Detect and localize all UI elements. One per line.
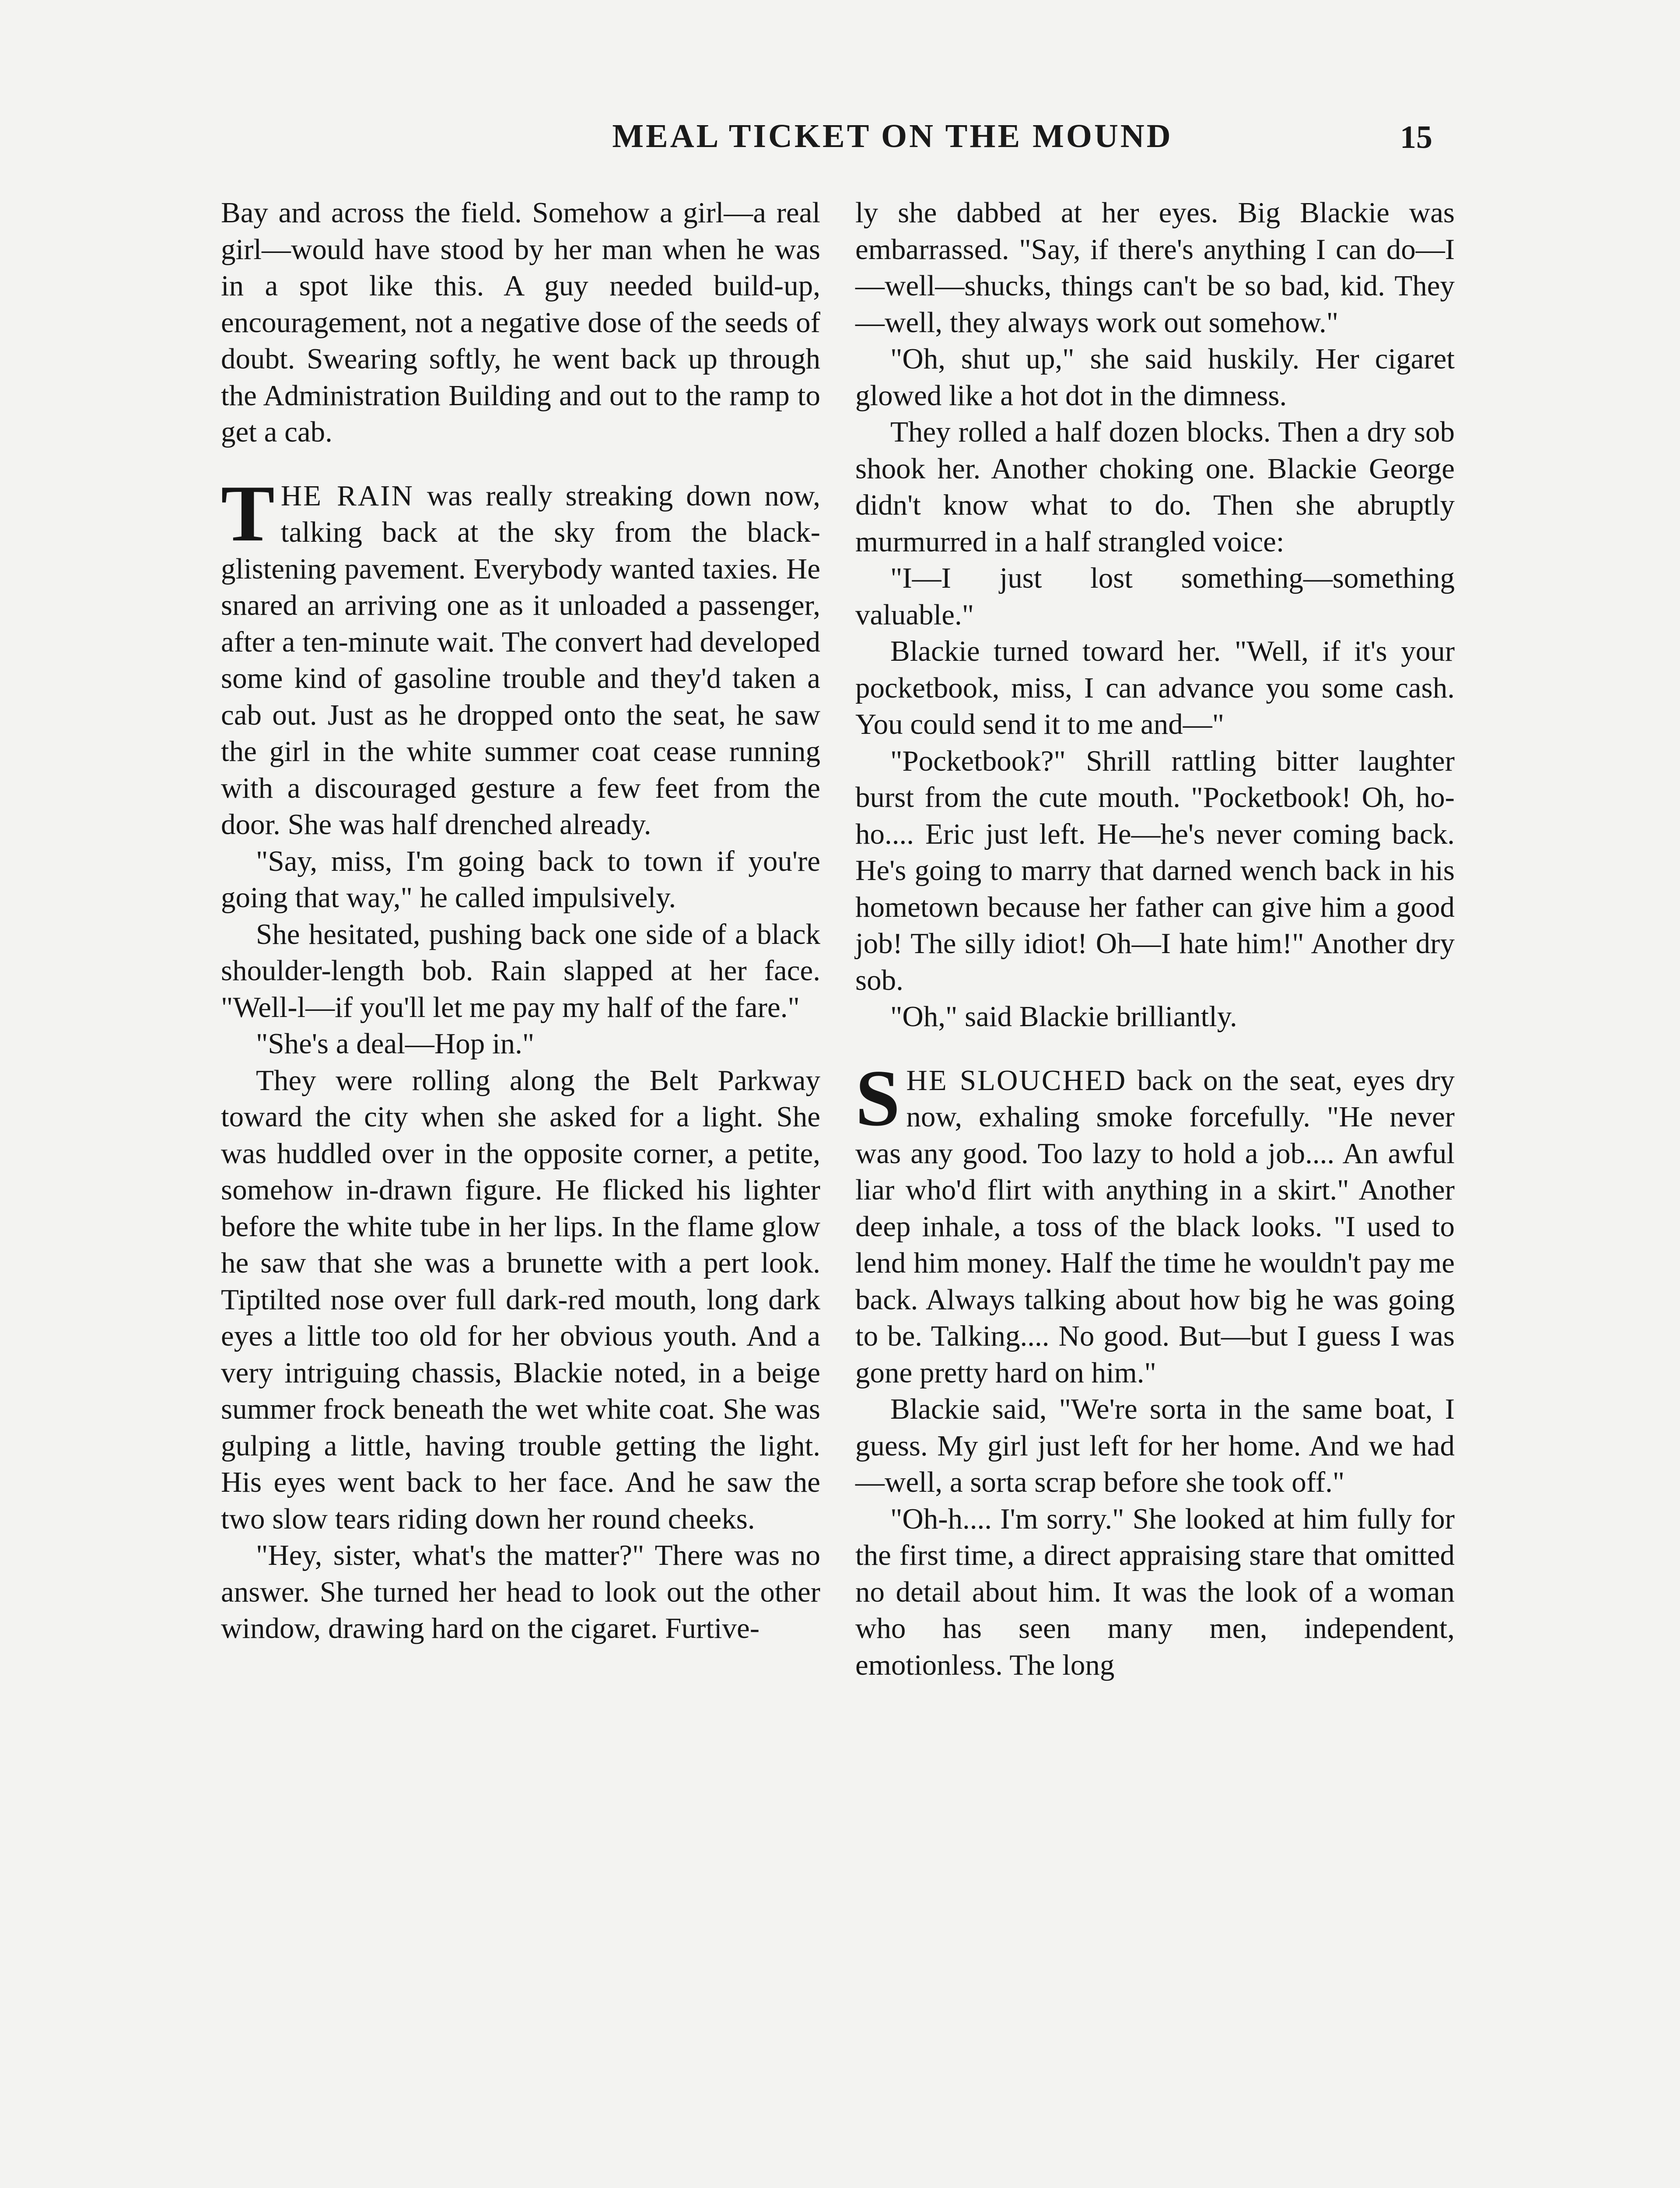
paragraph: "Pocketbook?" Shrill rattling bitter laughter burst from the cute mouth. "Pocketbook! Oh, ho-ho.... Eric just left. He—he's never coming back. He's going to marry that darned wench back in his hometown because her father can give him a good job! The silly idiot! Oh—I hate him!" Another dry sob. [855, 744, 1455, 996]
paragraph: They rolled a half dozen blocks. Then a dry sob shook her. Another choking one. Blackie George didn't know what to do. Then she abruptly murmurred in a half strangled voice: [855, 416, 1455, 558]
paragraph: Bay and across the field. Somehow a girl—a real girl—would have stood by her man when he was in a spot like this. A guy needed build-up, encouragement, not a negative dose of the seeds of doubt. Swearing softly, he went back up through the Administration Building and out to the ramp to get a cab. [221, 196, 820, 448]
running-title: MEAL TICKET ON THE MOUND [612, 118, 1173, 154]
paragraph: "Say, miss, I'm going back to town if you're going that way," he called impulsively. [221, 845, 820, 914]
lead-in-text: HE RAIN [280, 479, 414, 512]
paragraph: Blackie said, "We're sorta in the same boat, I guess. My girl just left for her home. And we had—well, a sorta scrap before she took off." [855, 1393, 1455, 1498]
section-opening-paragraph [855, 1053, 1455, 1392]
paragraph: "I—I just lost something—something valuable." [855, 562, 1455, 631]
left-column [221, 195, 820, 1647]
paragraph: Blackie turned toward her. "Well, if it's your pocketbook, miss, I can advance you some cash. You could send it to me and—" [855, 635, 1455, 740]
paragraph: "Oh," said Blackie brilliantly. [890, 1000, 1237, 1033]
right-column [855, 195, 1455, 1683]
paragraph: "Oh, shut up," she said huskily. Her cigaret glowed like a hot dot in the dimness. [855, 343, 1455, 412]
paragraph: "Oh-h.... I'm sorry." She looked at him fully for the first time, a direct appraising stare that omitted no detail about him. It was the look of a woman who has seen many men, independent, emotionless. The long [855, 1502, 1455, 1681]
paragraph: She hesitated, pushing back one side of a black shoulder-length bob. Rain slapped at her face. "Well-l—if you'll let me pay my half of the fare." [221, 918, 820, 1024]
section-opening-paragraph [221, 468, 820, 843]
paragraph-text: back on the seat, eyes dry now, exhaling smoke forcefully. "He never was any good. Too lazy to hold a job.... An awful liar who'd flirt with anything in a skirt." Another deep inhale, a toss of the black looks. "I used to lend him money. Half the time he wouldn't pay me back. Always talking about how big he was going to be. Talking.... No good. But—but I guess I was gone pretty hard on him." [855, 1064, 1455, 1389]
paragraph-text: was really streaking down now, talking back at the sky from the black-glistening pavement. Everybody wanted taxies. He snared an arriving one as it unloaded a passenger, after a ten-minute wait. The convert had developed some kind of gasoline trouble and they'd taken a cab out. Just as he dropped onto the seat, he saw the girl in the white summer coat cease running with a discouraged gesture a few feet from the door. She was half drenched already. [221, 479, 820, 841]
paragraph: They were rolling along the Belt Parkway toward the city when she asked for a light. She was huddled over in the opposite corner, a petite, somehow in-drawn figure. He flicked his lighter before the white tube in her lips. In the flame glow he saw that she was a brunette with a pert look. Tiptilted nose over full dark-red mouth, long dark eyes a little too old for her obvious youth. And a very intriguing chassis, Blackie noted, in a beige summer frock beneath the wet white coat. She was gulping a little, having trouble getting the light. His eyes went back to her face. And he saw the two slow tears riding down her round cheeks. [221, 1064, 820, 1535]
page-number: 15 [1400, 119, 1432, 155]
paragraph: "Hey, sister, what's the matter?" There was no answer. She turned her head to look out the other window, drawing hard on the cigaret. Furtive- [221, 1539, 820, 1645]
drop-cap: S [855, 1053, 900, 1143]
drop-cap: T [221, 468, 275, 558]
lead-in-text: HE SLOUCHED [906, 1064, 1127, 1097]
paragraph: "She's a deal—Hop in." [256, 1027, 535, 1060]
paragraph: ly she dabbed at her eyes. Big Blackie was embarrassed. "Say, if there's anything I can do—I—well—shucks, things can't be so bad, kid. They—well, they always work out somehow." [855, 196, 1455, 339]
